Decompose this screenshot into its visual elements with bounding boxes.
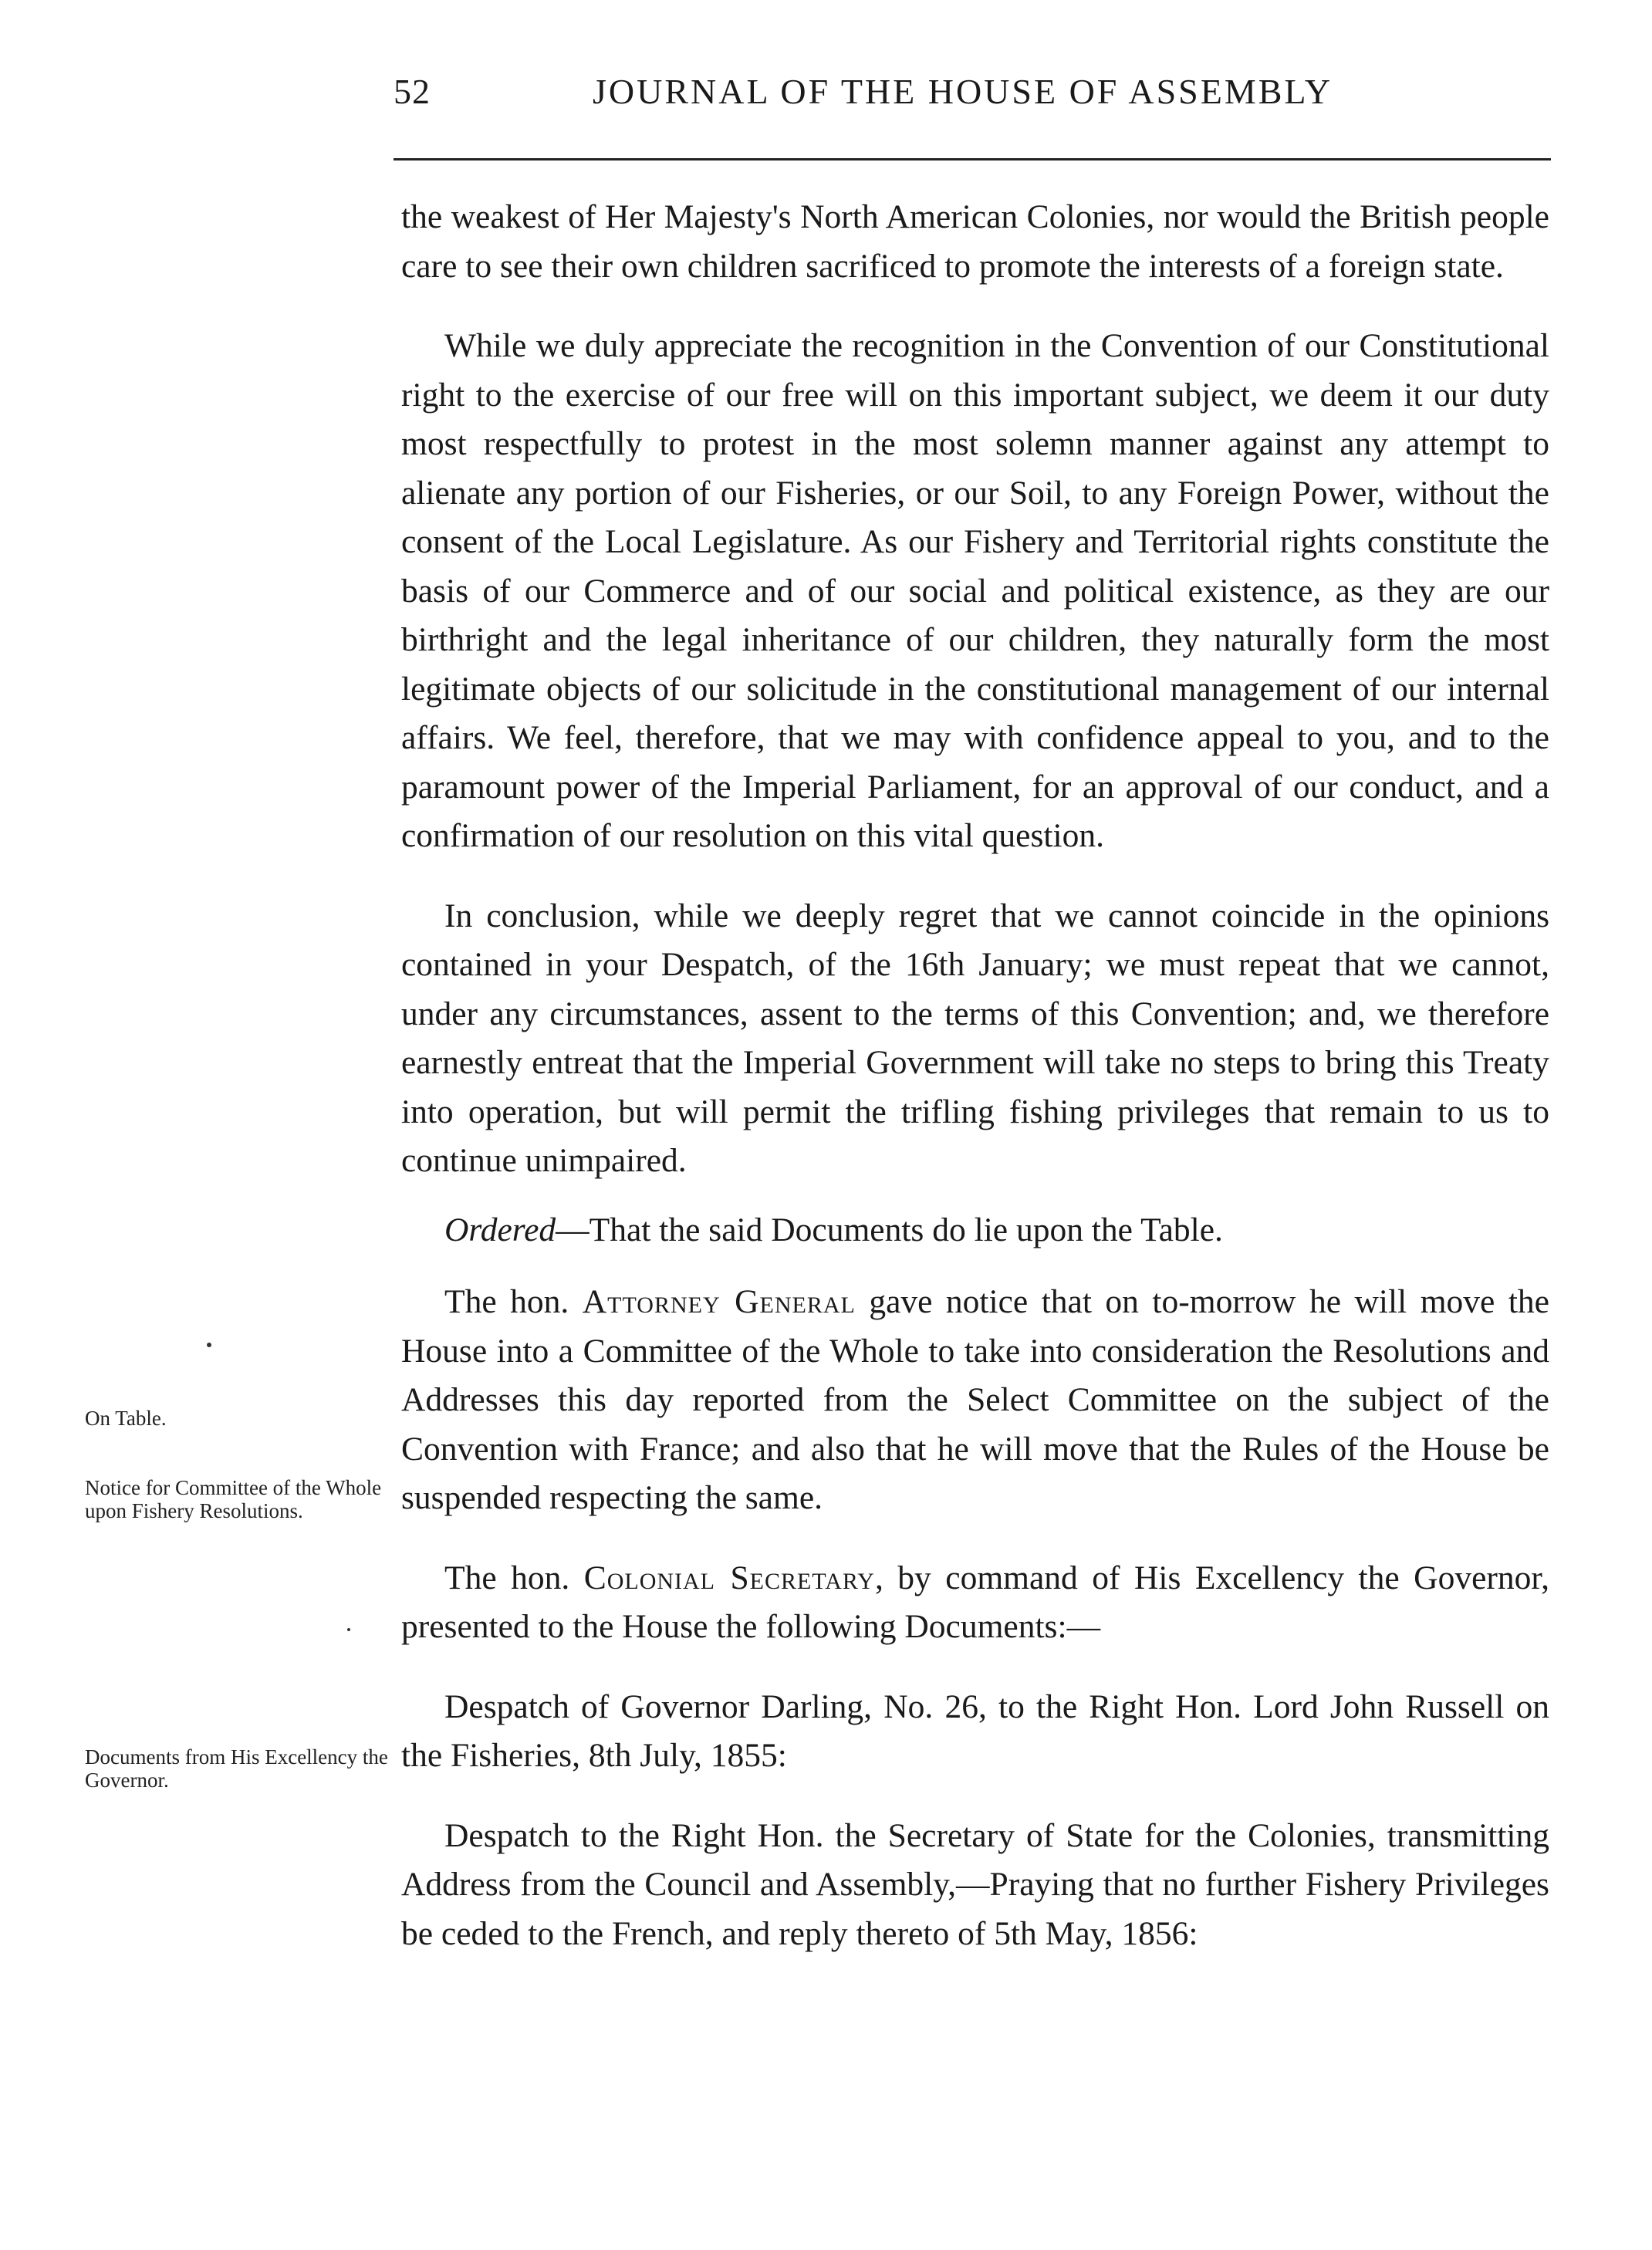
paragraph-conclusion: In conclusion, while we deeply regret that we cannot coincide in the opinions contained in your Despatch, of the 16th January; we must repeat that we cannot, under any circumstances, assent to the terms of this Convention; and, we therefore earnestly entreat that the Imperial Government will take no steps to bring this Treaty into operation, but will permit the trifling fishing privileges that remain to us to continue unimpaired. [401, 897, 1549, 1179]
paragraph-attorney-general [401, 1278, 1549, 1523]
ordered-word: Ordered [444, 1211, 556, 1248]
attorney-text: gave notice that on to-morrow he will move the House into a Committee of the Whole to take into consideration the Resolutions and Addresses this day reported from the Select Committee on the subject of the Convention with France; and also that he will move that the Rules of the House be suspended respecting the same. [401, 1283, 1549, 1516]
margin-note-documents: Documents from His Excellency the Governor. [85, 1745, 388, 1792]
margin-note-on-table: On Table. [85, 1407, 167, 1430]
margin-note-committee: Notice for Committee of the Whole upon Fishery Resolutions. [85, 1476, 382, 1522]
page-number: 52 [394, 72, 431, 111]
print-speck [347, 1628, 350, 1631]
paragraph-colonial-secretary [401, 1554, 1549, 1652]
running-title: JOURNAL OF THE HOUSE OF ASSEMBLY [593, 72, 1333, 111]
header-rule [394, 158, 1551, 160]
secretary-lead: The hon. [444, 1559, 584, 1596]
paragraph-continuation: the weakest of Her Majesty's North American Colonies, nor would the British people care to see their own children sacrificed to promote the interests of a foreign state. [401, 198, 1549, 285]
paragraph-protest: While we duly appreciate the recognition in the Convention of our Constitutional right to the exercise of our free will on this important subject, we deem it our duty most respectfully to protest in the most solemn manner against any attempt to alienate any portion of our Fisheries, or our Soil, to any Foreign Power, without the consent of the Local Legislature. As our Fishery and Territorial rights constitute the basis of our Commerce and of our social and political existence, as they are our birthright and the legal inheritance of our children, they naturally form the most legitimate objects of our solicitude in the constitutional management of our internal affairs. We feel, therefore, that we may with confidence appeal to you, and to the paramount power of the Imperial Parliament, for an approval of our conduct, and a confirmation of our resolution on this vital question. [401, 327, 1549, 854]
main-text-column [401, 193, 1549, 1958]
running-header [394, 71, 1551, 125]
paragraph-ordered [401, 1206, 1549, 1255]
print-speck [207, 1343, 211, 1347]
attorney-lead: The hon. [444, 1283, 583, 1320]
colonial-secretary-name: Colonial Secretary [583, 1559, 875, 1596]
document-item-address: Despatch to the Right Hon. the Secretary of State for the Colonies, transmitting Address from the Council and Assembly,—Praying that no further Fishery Privileges be ceded to the French, and reply thereto of 5th May, 1856: [401, 1816, 1549, 1952]
document-item-darling: Despatch of Governor Darling, No. 26, to the Right Hon. Lord John Russell on the Fisheries, 8th July, 1855: [401, 1688, 1549, 1774]
ordered-text: —That the said Documents do lie upon the Table. [556, 1211, 1223, 1248]
secretary-text: , by command of His Excellency the Governor, presented to the House the following Documents:— [401, 1559, 1549, 1645]
attorney-general-name: Attorney General [582, 1283, 856, 1320]
